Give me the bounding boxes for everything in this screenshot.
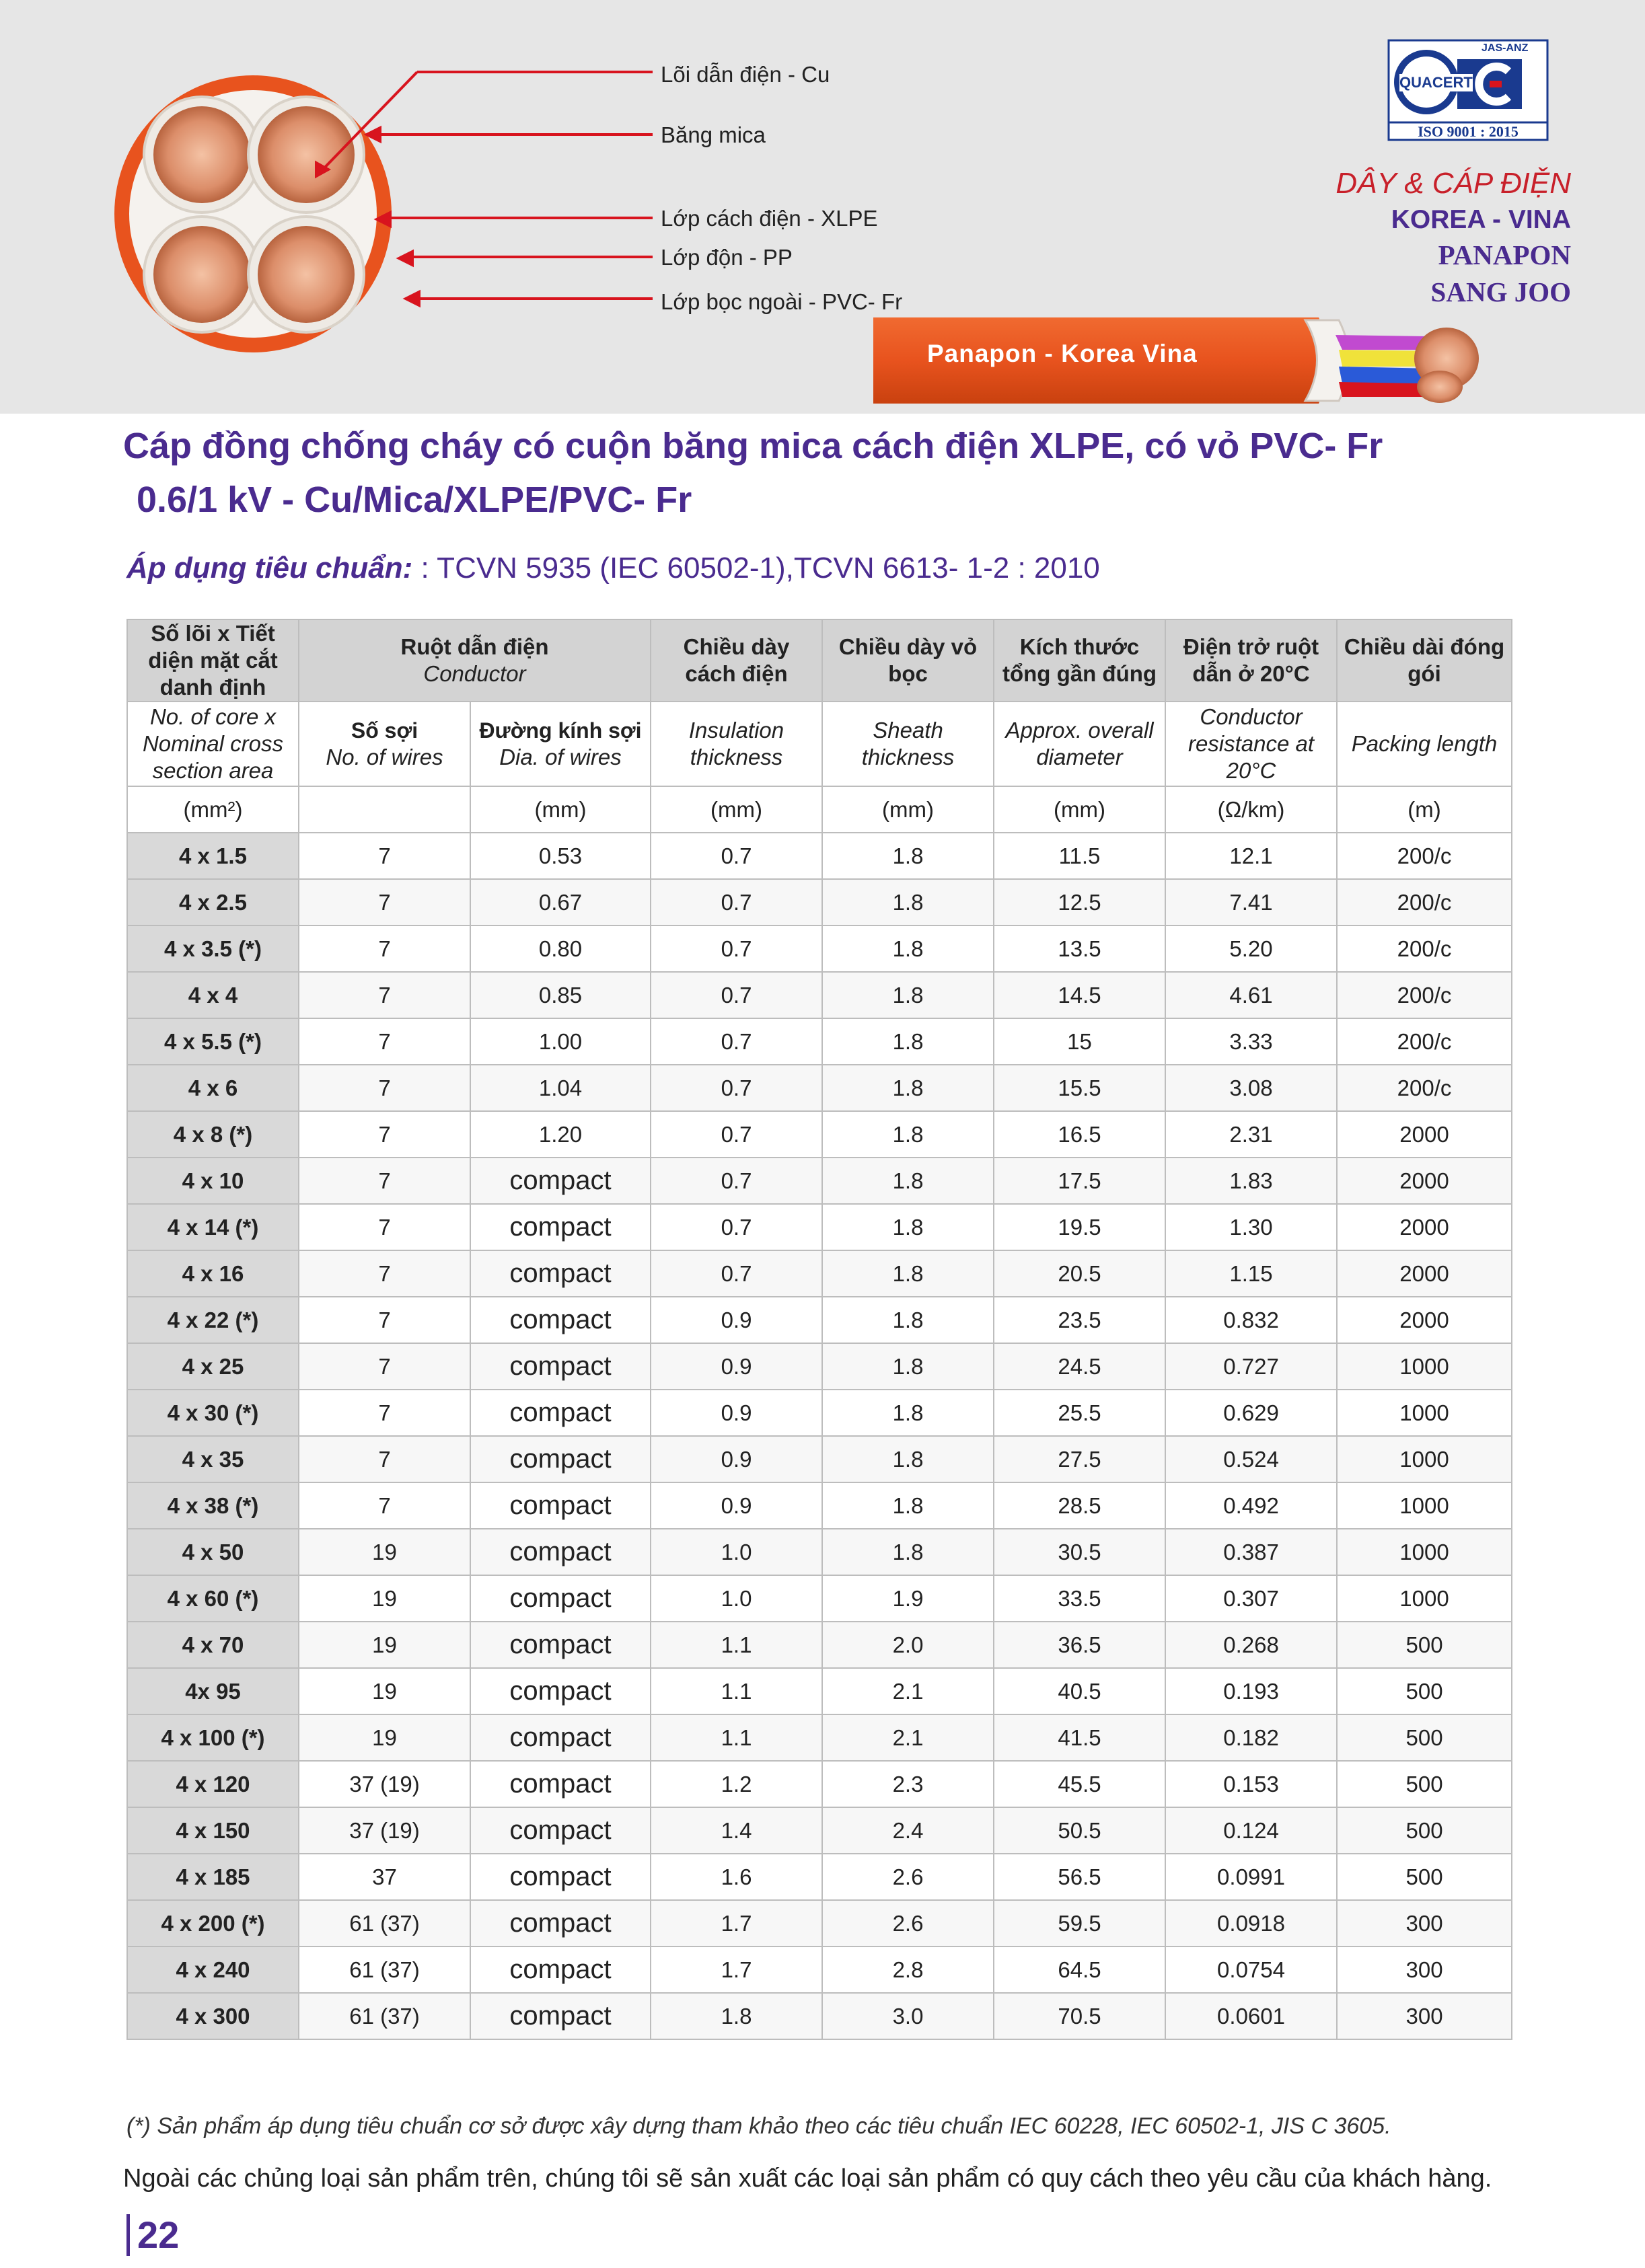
table-row xyxy=(127,972,1512,1018)
cell-ins: 1.1 xyxy=(651,1714,822,1761)
spec-table-body xyxy=(127,833,1512,2039)
header-sheath-vi: Chiều dày vỏ bọc xyxy=(822,619,994,702)
cell-dia: compact xyxy=(470,1297,651,1343)
cell-ins: 0.7 xyxy=(651,925,822,972)
cell-sheath: 1.8 xyxy=(822,1065,994,1111)
cell-size: 4 x 185 xyxy=(127,1854,299,1900)
cell-size: 4x 95 xyxy=(127,1668,299,1714)
iso-certification-badge xyxy=(1387,39,1549,141)
cell-len: 2000 xyxy=(1337,1204,1512,1250)
cell-len: 2000 xyxy=(1337,1250,1512,1297)
cell-sheath: 1.9 xyxy=(822,1575,994,1622)
cell-ins: 0.7 xyxy=(651,1158,822,1204)
cell-od: 20.5 xyxy=(994,1250,1165,1297)
table-row xyxy=(127,1761,1512,1807)
cell-dia: compact xyxy=(470,1714,651,1761)
cell-ins: 1.6 xyxy=(651,1854,822,1900)
table-row xyxy=(127,1018,1512,1065)
header-wires-vi: Số sợi xyxy=(351,718,418,743)
table-row xyxy=(127,1993,1512,2039)
cell-ins: 1.0 xyxy=(651,1575,822,1622)
cell-len: 300 xyxy=(1337,1946,1512,1993)
cell-od: 11.5 xyxy=(994,833,1165,879)
table-row xyxy=(127,1111,1512,1158)
cell-size: 4 x 150 xyxy=(127,1807,299,1854)
cell-sheath: 2.1 xyxy=(822,1714,994,1761)
cell-size: 4 x 200 (*) xyxy=(127,1900,299,1946)
cell-len: 1000 xyxy=(1337,1575,1512,1622)
applied-standard-label: Áp dụng tiêu chuẩn: xyxy=(126,552,413,584)
header-resistance-en: Conductor resistance at 20°C xyxy=(1165,702,1337,786)
cell-od: 50.5 xyxy=(994,1807,1165,1854)
table-row xyxy=(127,1575,1512,1622)
cell-wires: 7 xyxy=(299,1482,470,1529)
cell-size: 4 x 14 (*) xyxy=(127,1204,299,1250)
brand-panapon: PANAPON xyxy=(1438,239,1571,270)
cell-size: 4 x 25 xyxy=(127,1343,299,1390)
header-conductor-vi: Ruột dẫn điện xyxy=(400,634,549,659)
cell-len: 500 xyxy=(1337,1807,1512,1854)
cell-size: 4 x 300 xyxy=(127,1993,299,2039)
cell-size: 4 x 60 (*) xyxy=(127,1575,299,1622)
header-sheath-en: Sheath thickness xyxy=(822,702,994,786)
table-row xyxy=(127,1158,1512,1204)
cell-len: 200/c xyxy=(1337,1018,1512,1065)
cell-sheath: 1.8 xyxy=(822,1204,994,1250)
cell-od: 56.5 xyxy=(994,1854,1165,1900)
cell-res: 0.193 xyxy=(1165,1668,1337,1714)
cell-dia: 1.04 xyxy=(470,1065,651,1111)
header-row-vi xyxy=(127,619,1512,702)
cell-wires: 37 (19) xyxy=(299,1761,470,1807)
cell-sheath: 1.8 xyxy=(822,879,994,925)
cell-sheath: 1.8 xyxy=(822,1343,994,1390)
cell-len: 200/c xyxy=(1337,879,1512,925)
footnote: (*) Sản phẩm áp dụng tiêu chuẩn cơ sở được xây dựng tham khảo theo các tiêu chuẩn IEC 60228, IEC 60502-1, JIS C 3605. xyxy=(126,2113,1391,2139)
cell-wires: 7 xyxy=(299,1018,470,1065)
cell-wires: 7 xyxy=(299,1111,470,1158)
callout-conductor: Lõi dẫn điện - Cu xyxy=(661,62,830,87)
applied-standard xyxy=(126,552,1100,585)
cell-res: 12.1 xyxy=(1165,833,1337,879)
header-dia-en: Dia. of wires xyxy=(499,745,622,769)
cell-od: 14.5 xyxy=(994,972,1165,1018)
cell-sheath: 1.8 xyxy=(822,1018,994,1065)
cell-ins: 0.9 xyxy=(651,1297,822,1343)
cable-print-label: Panapon - Korea Vina xyxy=(927,340,1198,367)
cell-dia: compact xyxy=(470,1807,651,1854)
cell-od: 19.5 xyxy=(994,1204,1165,1250)
cell-ins: 1.7 xyxy=(651,1900,822,1946)
header-size-vi: Số lõi x Tiết diện mặt cắt danh định xyxy=(127,619,299,702)
cell-od: 30.5 xyxy=(994,1529,1165,1575)
cell-dia: compact xyxy=(470,1482,651,1529)
header-dia-vi: Đường kính sợi xyxy=(479,718,642,743)
cell-res: 0.492 xyxy=(1165,1482,1337,1529)
header-length-en: Packing length xyxy=(1337,702,1512,786)
cell-wires: 7 xyxy=(299,833,470,879)
cell-len: 200/c xyxy=(1337,925,1512,972)
cell-len: 200/c xyxy=(1337,833,1512,879)
table-row xyxy=(127,1065,1512,1111)
cell-dia: 0.53 xyxy=(470,833,651,879)
cell-sheath: 1.8 xyxy=(822,833,994,879)
cell-sheath: 1.8 xyxy=(822,1158,994,1204)
callout-mica: Băng mica xyxy=(661,122,766,147)
callout-sheath: Lớp bọc ngoài - PVC- Fr xyxy=(661,289,903,314)
page-number-bar xyxy=(126,2214,130,2256)
cell-sheath: 2.6 xyxy=(822,1900,994,1946)
cell-size: 4 x 6 xyxy=(127,1065,299,1111)
cell-sheath: 1.8 xyxy=(822,1482,994,1529)
table-row xyxy=(127,1807,1512,1854)
cell-res: 1.15 xyxy=(1165,1250,1337,1297)
cell-wires: 7 xyxy=(299,972,470,1018)
unit-resistance: (Ω/km) xyxy=(1165,786,1337,833)
cell-size: 4 x 100 (*) xyxy=(127,1714,299,1761)
cell-dia: compact xyxy=(470,1854,651,1900)
cell-sheath: 2.8 xyxy=(822,1946,994,1993)
cell-res: 0.832 xyxy=(1165,1297,1337,1343)
iso-accreditor-label: JAS-ANZ xyxy=(1482,42,1529,54)
cell-res: 0.524 xyxy=(1165,1436,1337,1482)
cell-sheath: 2.1 xyxy=(822,1668,994,1714)
table-row xyxy=(127,1946,1512,1993)
cell-res: 3.33 xyxy=(1165,1018,1337,1065)
cell-size: 4 x 70 xyxy=(127,1622,299,1668)
cell-dia: compact xyxy=(470,1575,651,1622)
cell-ins: 1.4 xyxy=(651,1807,822,1854)
cell-res: 0.124 xyxy=(1165,1807,1337,1854)
cell-od: 70.5 xyxy=(994,1993,1165,2039)
header-conductor xyxy=(299,619,651,702)
cell-od: 24.5 xyxy=(994,1343,1165,1390)
spec-table xyxy=(126,619,1512,2040)
cell-sheath: 1.8 xyxy=(822,1436,994,1482)
cell-len: 300 xyxy=(1337,1993,1512,2039)
cell-ins: 0.7 xyxy=(651,1250,822,1297)
cell-size: 4 x 10 xyxy=(127,1158,299,1204)
cell-sheath: 1.8 xyxy=(822,1529,994,1575)
cell-sheath: 2.4 xyxy=(822,1807,994,1854)
iso-standard-label: ISO 9001 : 2015 xyxy=(1418,123,1519,140)
header-diameter-en: Approx. overall diameter xyxy=(994,702,1165,786)
cell-len: 200/c xyxy=(1337,1065,1512,1111)
cell-len: 200/c xyxy=(1337,972,1512,1018)
cell-od: 15 xyxy=(994,1018,1165,1065)
page-number: 22 xyxy=(137,2214,180,2256)
cell-od: 33.5 xyxy=(994,1575,1165,1622)
unit-size: (mm²) xyxy=(127,786,299,833)
cell-od: 23.5 xyxy=(994,1297,1165,1343)
cell-dia: compact xyxy=(470,1158,651,1204)
cell-dia: compact xyxy=(470,1668,651,1714)
cell-dia: compact xyxy=(470,1436,651,1482)
cell-ins: 0.7 xyxy=(651,833,822,879)
cell-dia: 1.20 xyxy=(470,1111,651,1158)
cell-ins: 0.7 xyxy=(651,1018,822,1065)
cell-wires: 7 xyxy=(299,1158,470,1204)
cell-wires: 19 xyxy=(299,1575,470,1622)
cell-res: 0.727 xyxy=(1165,1343,1337,1390)
cell-wires: 7 xyxy=(299,925,470,972)
cell-res: 1.83 xyxy=(1165,1158,1337,1204)
cell-len: 500 xyxy=(1337,1668,1512,1714)
cell-ins: 0.7 xyxy=(651,1065,822,1111)
cell-sheath: 1.8 xyxy=(822,972,994,1018)
unit-dia: (mm) xyxy=(470,786,651,833)
cell-wires: 7 xyxy=(299,1250,470,1297)
table-row xyxy=(127,833,1512,879)
cell-len: 300 xyxy=(1337,1900,1512,1946)
cell-od: 12.5 xyxy=(994,879,1165,925)
table-row xyxy=(127,1390,1512,1436)
cell-res: 0.307 xyxy=(1165,1575,1337,1622)
brand-tagline: DÂY & CÁP ĐIỆN xyxy=(1336,167,1571,200)
cell-ins: 0.9 xyxy=(651,1482,822,1529)
cell-res: 7.41 xyxy=(1165,879,1337,925)
table-row xyxy=(127,1343,1512,1390)
cell-len: 2000 xyxy=(1337,1297,1512,1343)
cell-size: 4 x 5.5 (*) xyxy=(127,1018,299,1065)
cell-dia: compact xyxy=(470,1900,651,1946)
table-row xyxy=(127,1436,1512,1482)
cell-ins: 0.9 xyxy=(651,1343,822,1390)
cell-dia: compact xyxy=(470,1390,651,1436)
header-row-units xyxy=(127,786,1512,833)
table-row xyxy=(127,1529,1512,1575)
cell-ins: 0.9 xyxy=(651,1436,822,1482)
table-row xyxy=(127,879,1512,925)
cell-size: 4 x 3.5 (*) xyxy=(127,925,299,972)
cell-ins: 1.0 xyxy=(651,1529,822,1575)
cell-wires: 7 xyxy=(299,879,470,925)
cell-size: 4 x 38 (*) xyxy=(127,1482,299,1529)
header-diameter-vi: Kích thước tổng gần đúng xyxy=(994,619,1165,702)
cell-res: 0.387 xyxy=(1165,1529,1337,1575)
cell-dia: 0.67 xyxy=(470,879,651,925)
cell-sheath: 2.0 xyxy=(822,1622,994,1668)
cell-sheath: 1.8 xyxy=(822,1390,994,1436)
iso-body-label: QUACERT xyxy=(1399,74,1473,91)
cell-res: 3.08 xyxy=(1165,1065,1337,1111)
callout-insulation: Lớp cách điện - XLPE xyxy=(661,206,878,231)
cell-wires: 61 (37) xyxy=(299,1900,470,1946)
header-conductor-en: Conductor xyxy=(423,661,526,686)
cell-wires: 19 xyxy=(299,1529,470,1575)
unit-length: (m) xyxy=(1337,786,1512,833)
cell-dia: compact xyxy=(470,1622,651,1668)
table-row xyxy=(127,1204,1512,1250)
cell-size: 4 x 240 xyxy=(127,1946,299,1993)
header-row-en xyxy=(127,702,1512,786)
cell-res: 1.30 xyxy=(1165,1204,1337,1250)
cell-len: 1000 xyxy=(1337,1343,1512,1390)
cell-dia: compact xyxy=(470,1250,651,1297)
cell-dia: compact xyxy=(470,1993,651,2039)
header-dia xyxy=(470,702,651,786)
cell-wires: 61 (37) xyxy=(299,1946,470,1993)
cell-wires: 7 xyxy=(299,1436,470,1482)
table-row xyxy=(127,1250,1512,1297)
cell-od: 36.5 xyxy=(994,1622,1165,1668)
cell-dia: 1.00 xyxy=(470,1018,651,1065)
closing-statement: Ngoài các chủng loại sản phẩm trên, chúng tôi sẽ sản xuất các loại sản phẩm có quy cách theo yêu cầu của khách hàng. xyxy=(123,2164,1492,2193)
cell-ins: 0.9 xyxy=(651,1390,822,1436)
cell-ins: 0.7 xyxy=(651,879,822,925)
cell-od: 13.5 xyxy=(994,925,1165,972)
cell-ins: 1.7 xyxy=(651,1946,822,1993)
cell-len: 500 xyxy=(1337,1854,1512,1900)
applied-standard-value: : TCVN 5935 (IEC 60502-1),TCVN 6613- 1-2 : 2010 xyxy=(421,552,1100,584)
cell-dia: 0.85 xyxy=(470,972,651,1018)
cell-dia: compact xyxy=(470,1204,651,1250)
table-row xyxy=(127,1900,1512,1946)
cell-od: 45.5 xyxy=(994,1761,1165,1807)
cell-size: 4 x 1.5 xyxy=(127,833,299,879)
unit-sheath: (mm) xyxy=(822,786,994,833)
cell-od: 28.5 xyxy=(994,1482,1165,1529)
cell-wires: 7 xyxy=(299,1297,470,1343)
table-row xyxy=(127,1622,1512,1668)
cell-sheath: 1.8 xyxy=(822,1297,994,1343)
brand-korea-vina: KOREA - VINA xyxy=(1391,205,1571,234)
cell-size: 4 x 35 xyxy=(127,1436,299,1482)
cell-res: 0.0601 xyxy=(1165,1993,1337,2039)
page-title-line2: 0.6/1 kV - Cu/Mica/XLPE/PVC- Fr xyxy=(137,480,692,520)
cell-ins: 0.7 xyxy=(651,972,822,1018)
cell-ins: 1.1 xyxy=(651,1668,822,1714)
cell-len: 1000 xyxy=(1337,1390,1512,1436)
cell-dia: compact xyxy=(470,1343,651,1390)
cell-res: 0.0918 xyxy=(1165,1900,1337,1946)
cell-ins: 1.2 xyxy=(651,1761,822,1807)
cell-size: 4 x 2.5 xyxy=(127,879,299,925)
cell-od: 17.5 xyxy=(994,1158,1165,1204)
header-wires-en: No. of wires xyxy=(326,745,443,769)
cell-sheath: 1.8 xyxy=(822,1250,994,1297)
table-row xyxy=(127,1668,1512,1714)
unit-diameter: (mm) xyxy=(994,786,1165,833)
cell-sheath: 2.6 xyxy=(822,1854,994,1900)
brand-sang-joo: SANG JOO xyxy=(1430,276,1571,307)
unit-wires xyxy=(299,786,470,833)
cell-ins: 0.7 xyxy=(651,1111,822,1158)
cell-od: 16.5 xyxy=(994,1111,1165,1158)
top-banner xyxy=(0,0,1645,414)
cell-res: 0.182 xyxy=(1165,1714,1337,1761)
cell-len: 1000 xyxy=(1337,1482,1512,1529)
cell-wires: 19 xyxy=(299,1714,470,1761)
cell-res: 0.0754 xyxy=(1165,1946,1337,1993)
cell-dia: 0.80 xyxy=(470,925,651,972)
cell-size: 4 x 16 xyxy=(127,1250,299,1297)
cell-dia: compact xyxy=(470,1946,651,1993)
cell-len: 2000 xyxy=(1337,1158,1512,1204)
cell-wires: 19 xyxy=(299,1668,470,1714)
cell-size: 4 x 120 xyxy=(127,1761,299,1807)
cell-sheath: 1.8 xyxy=(822,925,994,972)
cell-wires: 7 xyxy=(299,1343,470,1390)
cell-sheath: 3.0 xyxy=(822,1993,994,2039)
table-row xyxy=(127,1854,1512,1900)
cell-ins: 0.7 xyxy=(651,1204,822,1250)
header-length-vi: Chiều dài đóng gói xyxy=(1337,619,1512,702)
cell-len: 1000 xyxy=(1337,1436,1512,1482)
cell-wires: 37 xyxy=(299,1854,470,1900)
cell-res: 0.629 xyxy=(1165,1390,1337,1436)
cell-wires: 7 xyxy=(299,1204,470,1250)
header-insulation-vi: Chiều dày cách điện xyxy=(651,619,822,702)
cell-wires: 37 (19) xyxy=(299,1807,470,1854)
cell-res: 0.0991 xyxy=(1165,1854,1337,1900)
callout-filler: Lớp độn - PP xyxy=(661,245,793,270)
cell-sheath: 2.3 xyxy=(822,1761,994,1807)
cell-size: 4 x 30 (*) xyxy=(127,1390,299,1436)
cell-ins: 1.1 xyxy=(651,1622,822,1668)
cell-res: 5.20 xyxy=(1165,925,1337,972)
cell-od: 64.5 xyxy=(994,1946,1165,1993)
table-row xyxy=(127,1482,1512,1529)
cell-od: 40.5 xyxy=(994,1668,1165,1714)
cell-od: 59.5 xyxy=(994,1900,1165,1946)
cell-len: 2000 xyxy=(1337,1111,1512,1158)
cell-dia: compact xyxy=(470,1761,651,1807)
cell-sheath: 1.8 xyxy=(822,1111,994,1158)
cell-size: 4 x 50 xyxy=(127,1529,299,1575)
cell-wires: 19 xyxy=(299,1622,470,1668)
header-resistance-vi: Điện trở ruột dẫn ở 20°C xyxy=(1165,619,1337,702)
cell-len: 1000 xyxy=(1337,1529,1512,1575)
cell-size: 4 x 4 xyxy=(127,972,299,1018)
cell-dia: compact xyxy=(470,1529,651,1575)
cell-res: 0.268 xyxy=(1165,1622,1337,1668)
table-row xyxy=(127,1714,1512,1761)
cell-od: 27.5 xyxy=(994,1436,1165,1482)
cell-wires: 61 (37) xyxy=(299,1993,470,2039)
cell-wires: 7 xyxy=(299,1390,470,1436)
cell-len: 500 xyxy=(1337,1622,1512,1668)
cell-len: 500 xyxy=(1337,1761,1512,1807)
cell-ins: 1.8 xyxy=(651,1993,822,2039)
unit-insulation: (mm) xyxy=(651,786,822,833)
page-title-line1: Cáp đồng chống cháy có cuộn băng mica cách điện XLPE, có vỏ PVC- Fr xyxy=(123,426,1383,466)
cell-size: 4 x 22 (*) xyxy=(127,1297,299,1343)
cell-od: 41.5 xyxy=(994,1714,1165,1761)
table-row xyxy=(127,1297,1512,1343)
cell-wires: 7 xyxy=(299,1065,470,1111)
cell-od: 15.5 xyxy=(994,1065,1165,1111)
cell-res: 0.153 xyxy=(1165,1761,1337,1807)
header-insulation-en: Insulation thickness xyxy=(651,702,822,786)
cell-res: 2.31 xyxy=(1165,1111,1337,1158)
cell-size: 4 x 8 (*) xyxy=(127,1111,299,1158)
cell-len: 500 xyxy=(1337,1714,1512,1761)
header-size-en: No. of core x Nominal cross section area xyxy=(127,702,299,786)
cell-od: 25.5 xyxy=(994,1390,1165,1436)
table-row xyxy=(127,925,1512,972)
cell-res: 4.61 xyxy=(1165,972,1337,1018)
header-wires xyxy=(299,702,470,786)
